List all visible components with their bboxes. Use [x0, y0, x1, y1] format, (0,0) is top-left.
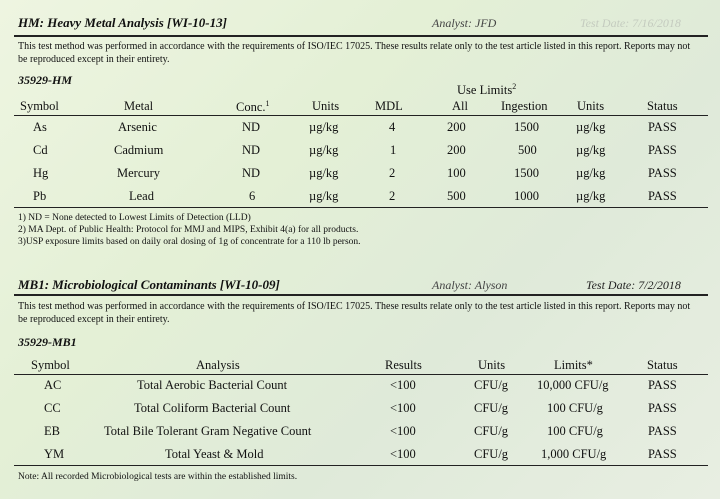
mb-header-rule	[14, 374, 708, 375]
hm-cell-ingestion: 500	[518, 143, 537, 157]
hm-cell-conc: ND	[242, 120, 261, 134]
mb-statement: This test method was performed in accordance with the requirements of ISO/IEC 17025. These results relate only to the test article listed in this report. Reports may not be reproduced except in their entirety.	[18, 301, 691, 325]
hm-cell-conc: 6	[249, 189, 256, 203]
hm-col-symbol: Symbol	[20, 99, 59, 113]
mb-col-symbol: Symbol	[31, 358, 70, 372]
hm-cell-metal: Mercury	[117, 166, 161, 180]
mb-cell-results: <100	[390, 447, 416, 461]
hm-cell-all: 200	[447, 143, 466, 157]
mb-cell-status: PASS	[648, 378, 677, 392]
hm-cell-ingestion: 1000	[514, 189, 539, 203]
hm-cell-symbol: Pb	[33, 189, 47, 203]
hm-cell-mdl: 4	[389, 120, 396, 134]
hm-statement: This test method was performed in accordance with the requirements of ISO/IEC 17025. These results relate only to the test article listed in this report. Reports may not be reproduced except in their entirety.	[18, 41, 691, 65]
hm-title-rule	[14, 35, 708, 37]
hm-cell-units2: µg/kg	[576, 189, 606, 203]
mb-col-status: Status	[647, 358, 678, 372]
hm-cell-units2: µg/kg	[576, 120, 606, 134]
mb-sample-id: 35929-MB1	[18, 335, 77, 349]
mb-cell-results: <100	[390, 424, 416, 438]
hm-col-all: All	[452, 99, 468, 113]
hm-section-title: HM: Heavy Metal Analysis [WI-10-13]	[18, 15, 227, 30]
hm-col-units2: Units	[577, 99, 605, 113]
hm-use-limits-label: Use Limits$^2$	[457, 82, 517, 98]
mb-col-analysis: Analysis	[196, 358, 240, 372]
mb-note: Note: All recorded Microbiological tests are within the established limits.	[18, 472, 298, 482]
mb-col-results: Results	[385, 358, 422, 372]
hm-cell-metal: Arsenic	[118, 120, 157, 134]
hm-cell-status: PASS	[648, 143, 677, 157]
mb-analyst: Analyst: Alyson	[432, 278, 508, 292]
hm-cell-mdl: 1	[390, 143, 397, 157]
mb-cell-units: CFU/g	[474, 447, 509, 461]
mb-cell-symbol: AC	[44, 378, 62, 392]
mb-cell-limits: 100 CFU/g	[547, 424, 603, 438]
hm-sample-id: 35929-HM	[18, 73, 72, 87]
mb-cell-status: PASS	[648, 447, 677, 461]
mb-cell-analysis: Total Bile Tolerant Gram Negative Count	[104, 424, 312, 438]
mb-col-units: Units	[478, 358, 506, 372]
hm-cell-conc: ND	[242, 143, 261, 157]
hm-cell-ingestion: 1500	[514, 166, 539, 180]
hm-cell-metal: Cadmium	[114, 143, 164, 157]
hm-cell-status: PASS	[648, 166, 677, 180]
mb-cell-status: PASS	[648, 401, 677, 415]
mb-cell-analysis: Total Aerobic Bacterial Count	[137, 378, 288, 392]
mb-cell-limits: 1,000 CFU/g	[541, 447, 607, 461]
mb-col-limits: Limits*	[554, 358, 593, 372]
hm-cell-units: µg/kg	[309, 189, 339, 203]
mb-cell-units: CFU/g	[474, 378, 509, 392]
hm-cell-status: PASS	[648, 189, 677, 203]
hm-cell-units: µg/kg	[309, 143, 339, 157]
mb-test-date: Test Date: 7/2/2018	[586, 278, 681, 292]
hm-cell-status: PASS	[648, 120, 677, 134]
hm-cell-mdl: 2	[389, 189, 396, 203]
mb-cell-analysis: Total Coliform Bacterial Count	[134, 401, 291, 415]
hm-col-conc: Conc.$^1$	[236, 99, 270, 115]
hm-col-status: Status	[647, 99, 678, 113]
hm-note-2: 2) MA Dept. of Public Health: Protocol for MMJ and MIPS, Exhibit 4(a) for all products.	[18, 225, 359, 235]
hm-cell-all: 200	[447, 120, 466, 134]
mb-title-rule	[14, 294, 708, 296]
hm-cell-metal: Lead	[129, 189, 154, 203]
hm-test-date: Test Date: 7/16/2018	[580, 16, 681, 30]
hm-cell-symbol: As	[33, 120, 47, 134]
mb-table-end-rule	[14, 465, 708, 466]
hm-note-1: 1) ND = None detected to Lowest Limits of Detection (LLD)	[18, 213, 251, 223]
hm-cell-all: 500	[447, 189, 466, 203]
hm-col-ingestion: Ingestion	[501, 99, 548, 113]
mb-cell-analysis: Total Yeast & Mold	[165, 447, 264, 461]
hm-cell-units2: µg/kg	[576, 143, 606, 157]
mb-cell-units: CFU/g	[474, 401, 509, 415]
hm-cell-symbol: Cd	[33, 143, 48, 157]
mb-cell-symbol: YM	[44, 447, 65, 461]
hm-cell-conc: ND	[242, 166, 261, 180]
mb-cell-results: <100	[390, 401, 416, 415]
hm-cell-all: 100	[447, 166, 466, 180]
mb-cell-symbol: EB	[44, 424, 60, 438]
hm-cell-ingestion: 1500	[514, 120, 539, 134]
mb-cell-status: PASS	[648, 424, 677, 438]
mb-cell-results: <100	[390, 378, 416, 392]
hm-header-rule	[14, 115, 708, 116]
hm-cell-units: µg/kg	[309, 166, 339, 180]
hm-cell-symbol: Hg	[33, 166, 49, 180]
hm-cell-units2: µg/kg	[576, 166, 606, 180]
hm-cell-units: µg/kg	[309, 120, 339, 134]
mb-cell-limits: 100 CFU/g	[547, 401, 603, 415]
hm-col-metal: Metal	[124, 99, 154, 113]
hm-col-units: Units	[312, 99, 340, 113]
hm-table-end-rule	[14, 207, 708, 208]
hm-cell-mdl: 2	[389, 166, 396, 180]
mb-section-title: MB1: Microbiological Contaminants [WI-10-09]	[18, 277, 280, 292]
mb-cell-symbol: CC	[44, 401, 61, 415]
hm-col-mdl: MDL	[375, 99, 403, 113]
hm-analyst: Analyst: JFD	[432, 16, 497, 30]
mb-cell-units: CFU/g	[474, 424, 509, 438]
hm-note-3: 3)USP exposure limits based on daily oral dosing of 1g of concentrate for a 110 lb person.	[18, 237, 361, 247]
mb-cell-limits: 10,000 CFU/g	[537, 378, 609, 392]
